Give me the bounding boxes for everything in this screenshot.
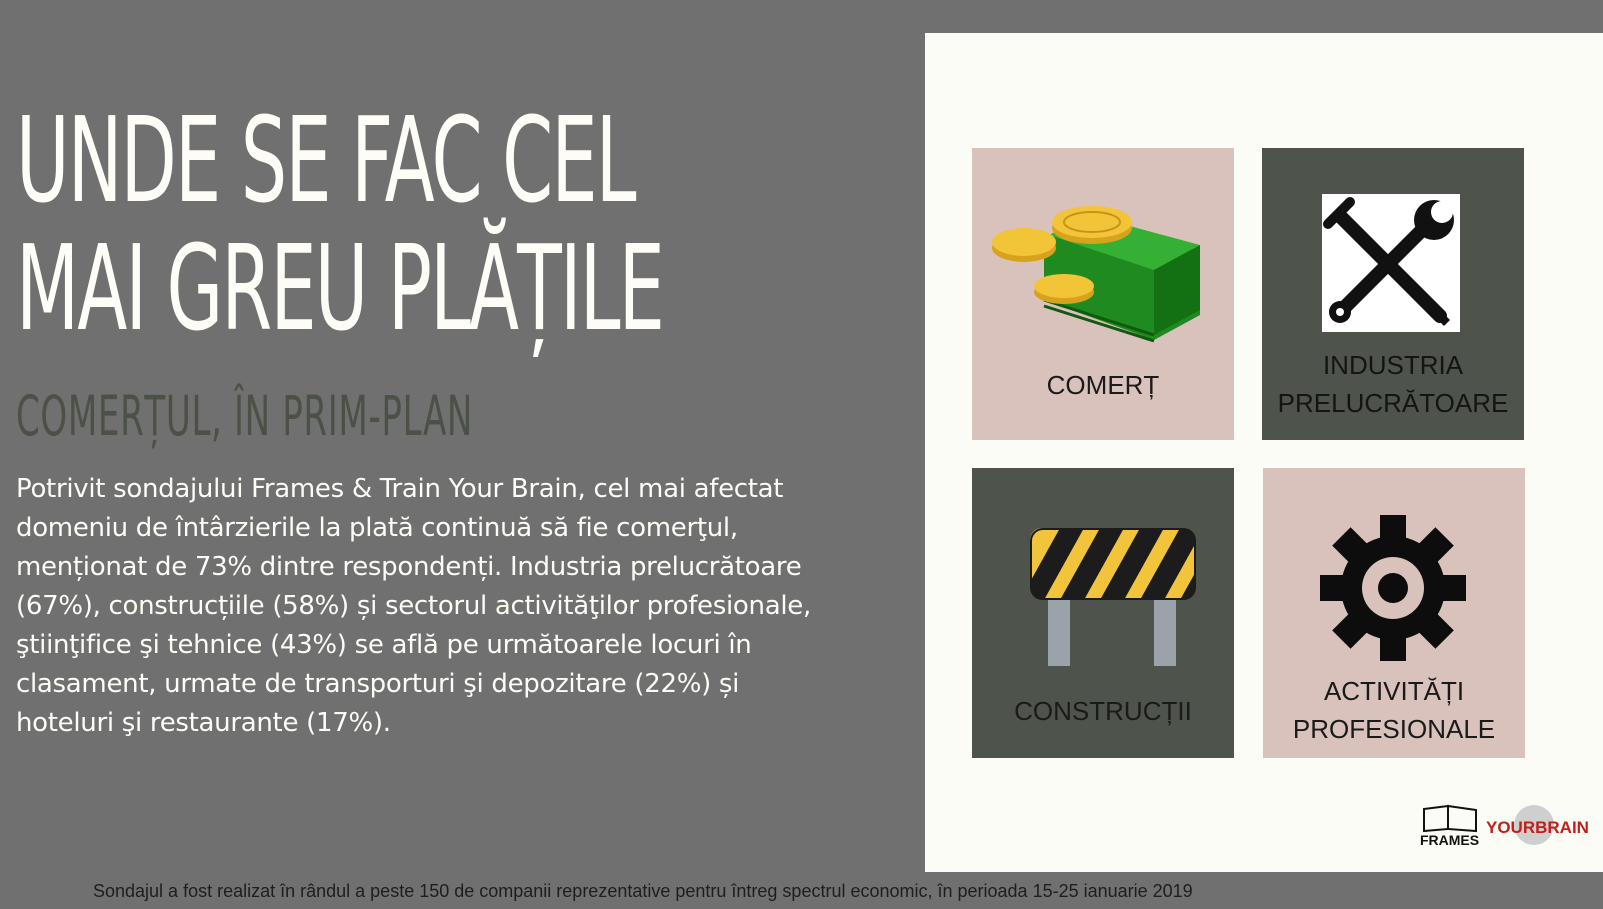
footnote: Sondajul a fost realizat în rândul a peste 150 de companii reprezentative pentru întreg spectrul economic, în perioada 15-25 ianuarie 2019 — [93, 881, 1193, 901]
gear-icon — [1318, 513, 1468, 663]
tyb-logo-text: YOURBRAIN — [1486, 818, 1589, 837]
page-title — [16, 91, 663, 357]
page-title-line2: MAI GREU PLĂȚILE — [16, 219, 663, 357]
tile-constructii-label: CONSTRUCȚII — [1014, 696, 1192, 726]
money-coins-icon — [1004, 200, 1202, 342]
frames-logo-text: FRAMES — [1420, 832, 1480, 848]
tile-activitati-label: ACTIVITĂȚI PROFESIONALE — [1292, 676, 1496, 744]
tile-activitati — [1263, 468, 1525, 758]
tile-comert — [972, 148, 1234, 440]
partner-logos — [1420, 805, 1589, 854]
page-title-line1: UNDE SE FAC CEL — [16, 91, 635, 229]
tile-industria — [1262, 148, 1524, 440]
tile-constructii — [972, 468, 1234, 758]
body-paragraph: Potrivit sondajului Frames & Train Your Brain, cel mai afectat domeniu de întârzierile la plată continuă să fie comerţul, menționat de 73% dintre respondenți. Industria prelucrătoare (67%), construcțiile (58%) și sectorul activităţilor profesionale, ştiinţifice şi tehnice (43%) se află pe următoarele locuri în clasament, urmate de transporturi şi depozitare (22%) și hoteluri şi restaurante (17%). — [16, 474, 811, 738]
barrier-icon — [1030, 528, 1196, 668]
tools-icon — [1322, 194, 1460, 332]
tile-industria-label: INDUSTRIA PRELUCRĂTOARE — [1277, 350, 1509, 418]
frames-logo — [1420, 805, 1589, 849]
page-subtitle: COMERȚUL, ÎN PRIM-PLAN — [16, 384, 474, 448]
tile-comert-label: COMERȚ — [1046, 370, 1160, 400]
sectors-panel — [925, 33, 1603, 872]
